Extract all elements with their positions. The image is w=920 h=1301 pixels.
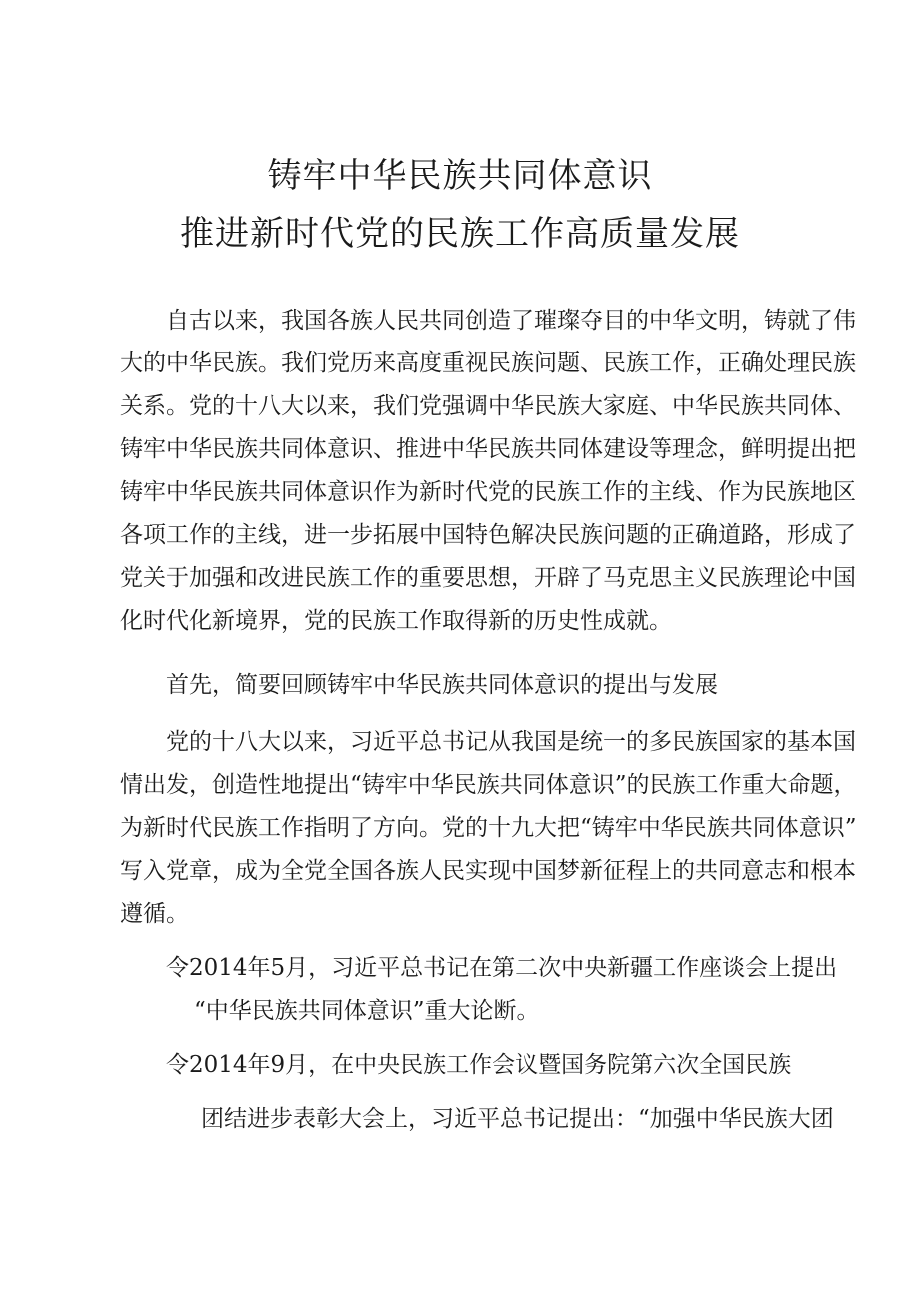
paragraph-line: 各项工作的主线，进一步拓展中国特色解决民族问题的正确道路，形成了 <box>120 522 856 548</box>
paragraph-line: 自古以来，我国各族人民共同创造了璀璨夺目的中华文明，铸就了伟 <box>166 308 856 334</box>
paragraph-line: 情出发，创造性地提出“铸牢中华民族共同体意识”的民族工作重大命题， <box>120 772 857 798</box>
paragraph-line: 党的十八大以来，习近平总书记从我国是统一的多民族国家的基本国 <box>166 729 856 755</box>
list-item-line: 令2014年5月，习近平总书记在第二次中央新疆工作座谈会上提出 <box>166 955 838 981</box>
paragraph-line: 化时代化新境界，党的民族工作取得新的历史性成就。 <box>120 608 672 634</box>
paragraph-line: 铸牢中华民族共同体意识、推进中华民族共同体建设等理念，鲜明提出把 <box>120 436 856 462</box>
document-title-line-2: 推进新时代党的民族工作高质量发展 <box>180 214 740 254</box>
paragraph-line: 遵循。 <box>120 901 189 927</box>
paragraph-line: 为新时代民族工作指明了方向。党的十九大把“铸牢中华民族共同体意识” <box>120 815 857 841</box>
paragraph-line: 关系。党的十八大以来，我们党强调中华民族大家庭、中华民族共同体、 <box>120 393 856 419</box>
paragraph-line: 大的中华民族。我们党历来高度重视民族问题、民族工作，正确处理民族 <box>120 350 856 376</box>
list-item-line: 团结进步表彰大会上，习近平总书记提出：“加强中华民族大团 <box>201 1106 834 1132</box>
paragraph-line: 党关于加强和改进民族工作的重要思想，开辟了马克思主义民族理论中国 <box>120 565 856 591</box>
paragraph-line: 写入党章，成为全党全国各族人民实现中国梦新征程上的共同意志和根本 <box>120 858 856 884</box>
section-heading: 首先，简要回顾铸牢中华民族共同体意识的提出与发展 <box>166 672 718 698</box>
paragraph-line: 铸牢中华民族共同体意识作为新时代党的民族工作的主线、作为民族地区 <box>120 479 856 505</box>
list-item-line: “中华民族共同体意识”重大论断。 <box>194 998 540 1024</box>
list-item-line: 令2014年9月，在中央民族工作会议暨国务院第六次全国民族 <box>166 1052 792 1078</box>
document-title-line-1: 铸牢中华民族共同体意识 <box>267 156 653 196</box>
